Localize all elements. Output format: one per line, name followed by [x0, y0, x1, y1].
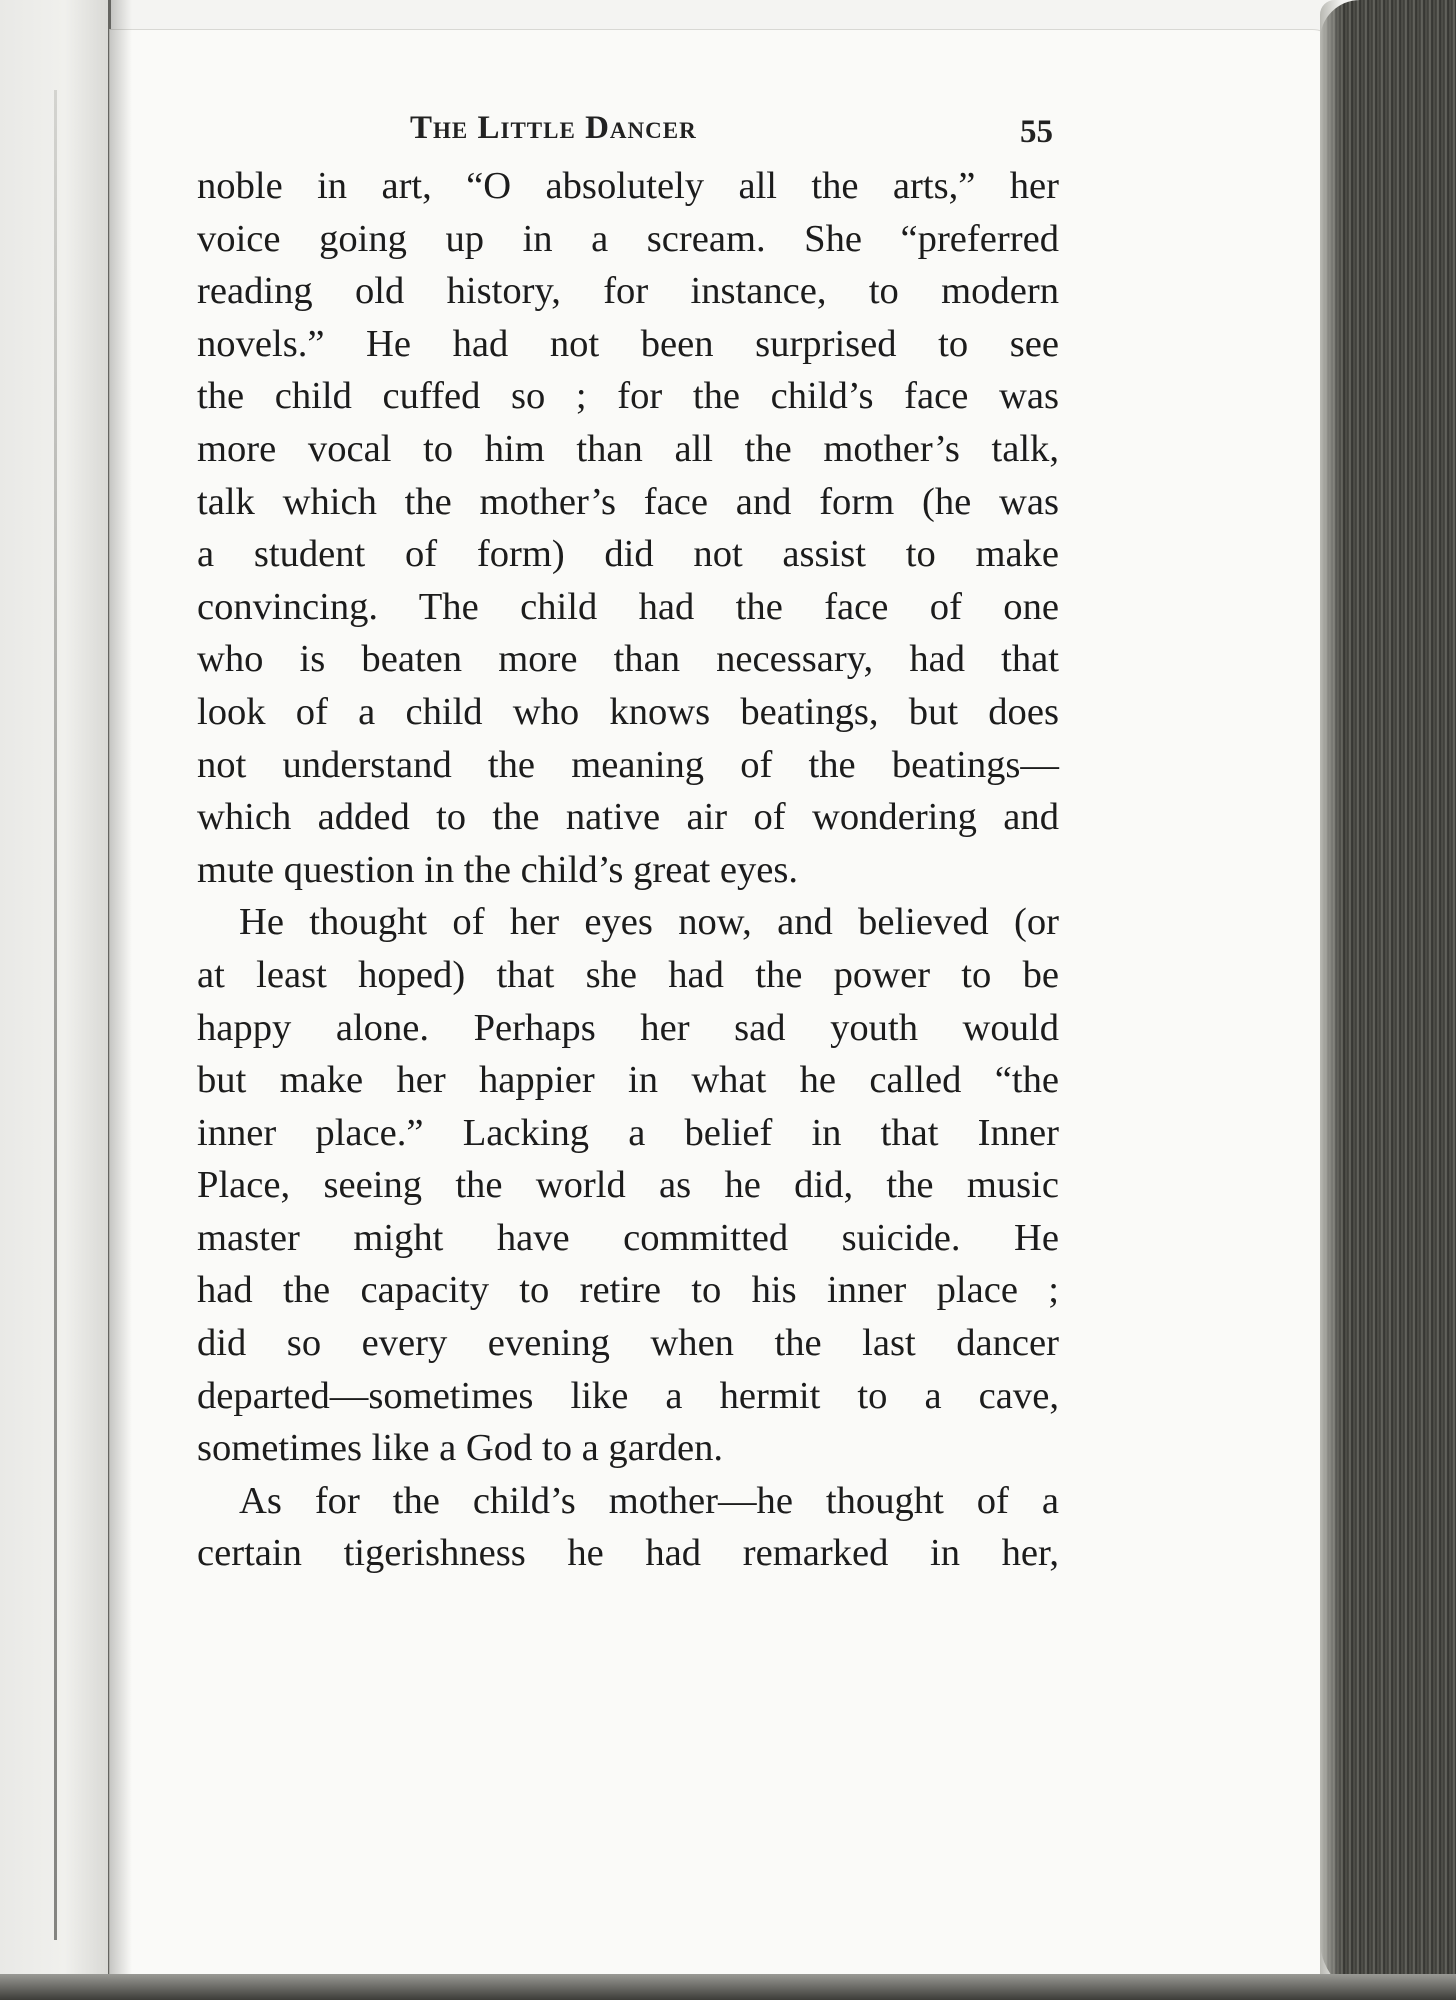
text-line: He thought of her eyes now, and believed (or: [239, 901, 1059, 944]
body-text: [197, 160, 1059, 1580]
facing-page-edge: [0, 0, 111, 2000]
text-line: certain tigerishness he had remarked in her,: [197, 1532, 1059, 1575]
text-line: reading old history, for instance, to modern: [197, 270, 1059, 313]
text-line: who is beaten more than necessary, had that: [197, 638, 1059, 681]
text-line: which added to the native air of wondering and: [197, 796, 1059, 839]
text-line: the child cuffed so ; for the child’s face was: [197, 375, 1059, 418]
page-block-edge: [1320, 0, 1456, 2000]
paragraph-3: [197, 1475, 1059, 1580]
text-line: inner place.” Lacking a belief in that Inner: [197, 1111, 1059, 1154]
paragraph-2: [197, 896, 1059, 1475]
text-line: a student of form) did not assist to make: [197, 533, 1059, 576]
text-line: master might have committed suicide. He: [197, 1216, 1059, 1259]
text-line: more vocal to him than all the mother’s talk,: [197, 427, 1059, 470]
text-line: sometimes like a God to a garden.: [197, 1427, 724, 1470]
text-line: convincing. The child had the face of one: [197, 585, 1059, 628]
text-line: happy alone. Perhaps her sad youth would: [197, 1006, 1059, 1049]
text-line: mute question in the child’s great eyes.: [197, 848, 799, 891]
text-line: did so every evening when the last dancer: [197, 1322, 1059, 1365]
text-line: novels.” He had not been surprised to see: [197, 322, 1059, 365]
text-line: not understand the meaning of the beatings—: [197, 743, 1059, 786]
text-line: had the capacity to retire to his inner place ;: [197, 1269, 1059, 1312]
text-line: at least hoped) that she had the power to be: [197, 953, 1059, 996]
gutter-shadow: [108, 0, 132, 2000]
text-line: departed—sometimes like a hermit to a cave,: [197, 1374, 1059, 1417]
text-line: look of a child who knows beatings, but does: [197, 690, 1059, 733]
text-line: noble in art, “O absolutely all the arts,” her: [197, 165, 1059, 207]
text-line: talk which the mother’s face and form (he was: [197, 480, 1059, 523]
page-number: 55: [1020, 114, 1053, 150]
running-head: The Little Dancer: [410, 110, 697, 146]
text-line: As for the child’s mother—he thought of a: [239, 1479, 1059, 1522]
text-line: but make her happier in what he called “the: [197, 1059, 1059, 1102]
facing-page-shadow-line: [54, 90, 57, 1940]
scan-bottom-edge: [0, 1974, 1456, 2000]
text-line: voice going up in a scream. She “preferred: [197, 217, 1059, 260]
text-line: Place, seeing the world as he did, the music: [197, 1164, 1059, 1207]
paragraph-1: [197, 160, 1059, 896]
